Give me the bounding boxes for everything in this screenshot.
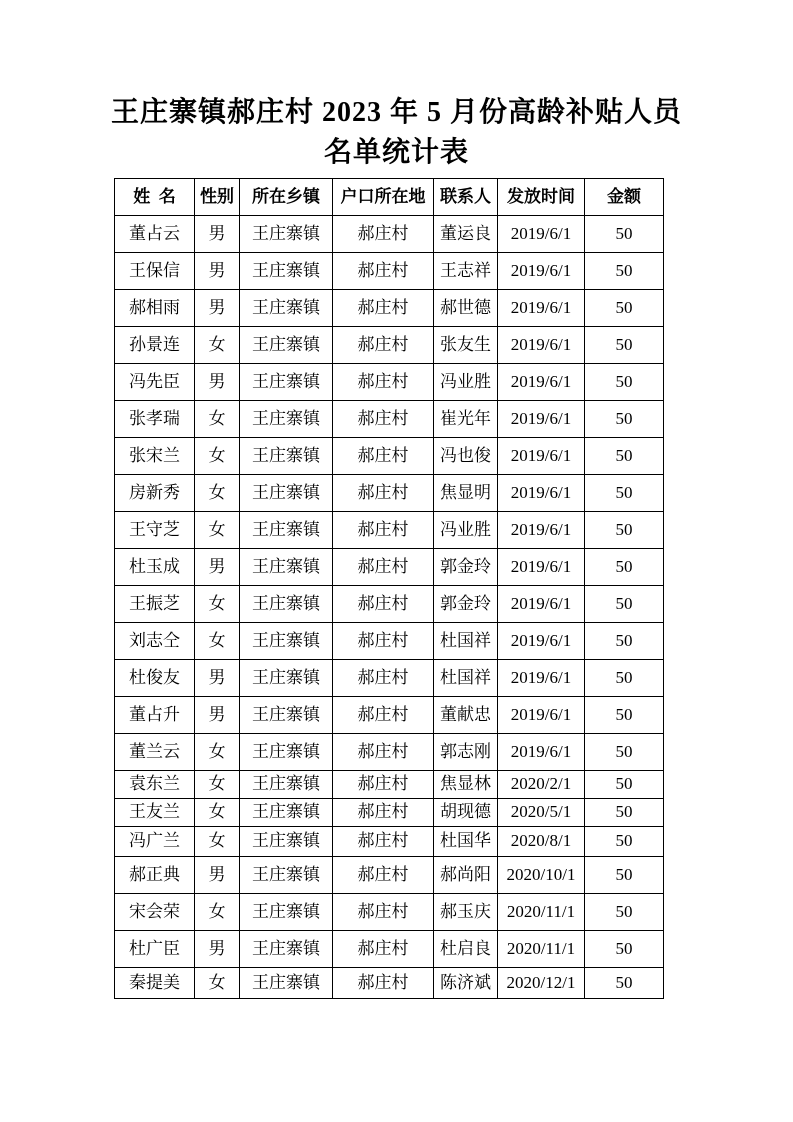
cell-issue-date: 2019/6/1 — [498, 364, 585, 401]
cell-gender: 女 — [195, 827, 240, 857]
header-issue-date: 发放时间 — [498, 179, 585, 216]
cell-township: 王庄寨镇 — [240, 401, 333, 438]
table-row — [115, 290, 664, 327]
cell-issue-date: 2020/5/1 — [498, 799, 585, 827]
cell-township: 王庄寨镇 — [240, 623, 333, 660]
cell-contact: 杜国祥 — [434, 660, 498, 697]
table-row — [115, 799, 664, 827]
cell-name: 王保信 — [115, 253, 195, 290]
table-row — [115, 364, 664, 401]
table-header-row — [115, 179, 664, 216]
cell-household: 郝庄村 — [333, 827, 434, 857]
table-row — [115, 512, 664, 549]
cell-township: 王庄寨镇 — [240, 771, 333, 799]
cell-gender: 男 — [195, 290, 240, 327]
cell-gender: 女 — [195, 734, 240, 771]
cell-household: 郝庄村 — [333, 660, 434, 697]
cell-name: 宋会荣 — [115, 894, 195, 931]
cell-household: 郝庄村 — [333, 894, 434, 931]
cell-household: 郝庄村 — [333, 623, 434, 660]
cell-amount: 50 — [585, 857, 664, 894]
cell-household: 郝庄村 — [333, 216, 434, 253]
cell-township: 王庄寨镇 — [240, 364, 333, 401]
cell-gender: 女 — [195, 512, 240, 549]
cell-household: 郝庄村 — [333, 586, 434, 623]
cell-amount: 50 — [585, 799, 664, 827]
cell-issue-date: 2020/12/1 — [498, 968, 585, 999]
cell-contact: 张友生 — [434, 327, 498, 364]
cell-gender: 男 — [195, 697, 240, 734]
cell-household: 郝庄村 — [333, 253, 434, 290]
cell-township: 王庄寨镇 — [240, 438, 333, 475]
cell-amount: 50 — [585, 364, 664, 401]
cell-township: 王庄寨镇 — [240, 660, 333, 697]
cell-contact: 冯业胜 — [434, 364, 498, 401]
cell-name: 冯先臣 — [115, 364, 195, 401]
cell-township: 王庄寨镇 — [240, 799, 333, 827]
cell-name: 王守芝 — [115, 512, 195, 549]
cell-issue-date: 2019/6/1 — [498, 512, 585, 549]
cell-household: 郝庄村 — [333, 771, 434, 799]
table-row — [115, 401, 664, 438]
cell-contact: 冯业胜 — [434, 512, 498, 549]
table-row — [115, 438, 664, 475]
cell-issue-date: 2020/11/1 — [498, 894, 585, 931]
cell-township: 王庄寨镇 — [240, 857, 333, 894]
subsidy-table — [114, 178, 664, 999]
cell-gender: 女 — [195, 771, 240, 799]
cell-gender: 女 — [195, 475, 240, 512]
cell-issue-date: 2020/10/1 — [498, 857, 585, 894]
table-row — [115, 549, 664, 586]
cell-contact: 杜国华 — [434, 827, 498, 857]
cell-township: 王庄寨镇 — [240, 968, 333, 999]
cell-household: 郝庄村 — [333, 968, 434, 999]
cell-contact: 陈济斌 — [434, 968, 498, 999]
cell-issue-date: 2019/6/1 — [498, 290, 585, 327]
cell-amount: 50 — [585, 734, 664, 771]
cell-issue-date: 2019/6/1 — [498, 734, 585, 771]
table-row — [115, 771, 664, 799]
table-row — [115, 327, 664, 364]
cell-issue-date: 2020/2/1 — [498, 771, 585, 799]
cell-amount: 50 — [585, 931, 664, 968]
cell-township: 王庄寨镇 — [240, 475, 333, 512]
cell-issue-date: 2019/6/1 — [498, 586, 585, 623]
cell-township: 王庄寨镇 — [240, 894, 333, 931]
cell-household: 郝庄村 — [333, 364, 434, 401]
cell-household: 郝庄村 — [333, 475, 434, 512]
cell-name: 刘志仝 — [115, 623, 195, 660]
cell-contact: 郝玉庆 — [434, 894, 498, 931]
cell-issue-date: 2019/6/1 — [498, 549, 585, 586]
table-row — [115, 623, 664, 660]
cell-amount: 50 — [585, 216, 664, 253]
table-row — [115, 253, 664, 290]
cell-gender: 男 — [195, 216, 240, 253]
cell-contact: 胡现德 — [434, 799, 498, 827]
cell-contact: 郭金玲 — [434, 586, 498, 623]
cell-name: 张宋兰 — [115, 438, 195, 475]
cell-amount: 50 — [585, 327, 664, 364]
cell-issue-date: 2019/6/1 — [498, 253, 585, 290]
cell-amount: 50 — [585, 968, 664, 999]
cell-township: 王庄寨镇 — [240, 827, 333, 857]
document-title-line1: 王庄寨镇郝庄村 2023 年 5 月份高龄补贴人员 — [110, 97, 682, 128]
cell-contact: 冯也俊 — [434, 438, 498, 475]
cell-township: 王庄寨镇 — [240, 290, 333, 327]
cell-name: 王友兰 — [115, 799, 195, 827]
cell-contact: 杜国祥 — [434, 623, 498, 660]
cell-township: 王庄寨镇 — [240, 327, 333, 364]
cell-issue-date: 2019/6/1 — [498, 475, 585, 512]
cell-gender: 女 — [195, 438, 240, 475]
cell-name: 杜玉成 — [115, 549, 195, 586]
cell-amount: 50 — [585, 894, 664, 931]
table-row — [115, 660, 664, 697]
cell-name: 袁东兰 — [115, 771, 195, 799]
cell-township: 王庄寨镇 — [240, 253, 333, 290]
cell-household: 郝庄村 — [333, 857, 434, 894]
table-row — [115, 827, 664, 857]
cell-amount: 50 — [585, 401, 664, 438]
cell-issue-date: 2019/6/1 — [498, 401, 585, 438]
cell-name: 董占云 — [115, 216, 195, 253]
cell-township: 王庄寨镇 — [240, 931, 333, 968]
cell-name: 董兰云 — [115, 734, 195, 771]
cell-gender: 男 — [195, 660, 240, 697]
cell-amount: 50 — [585, 290, 664, 327]
cell-contact: 焦显林 — [434, 771, 498, 799]
cell-amount: 50 — [585, 438, 664, 475]
document-title-line2: 名单统计表 — [323, 137, 469, 168]
cell-contact: 郭金玲 — [434, 549, 498, 586]
cell-name: 董占升 — [115, 697, 195, 734]
cell-amount: 50 — [585, 586, 664, 623]
cell-gender: 男 — [195, 549, 240, 586]
cell-township: 王庄寨镇 — [240, 734, 333, 771]
cell-gender: 男 — [195, 931, 240, 968]
cell-issue-date: 2019/6/1 — [498, 660, 585, 697]
table-row — [115, 894, 664, 931]
cell-contact: 焦显明 — [434, 475, 498, 512]
cell-issue-date: 2019/6/1 — [498, 216, 585, 253]
table-row — [115, 931, 664, 968]
cell-household: 郝庄村 — [333, 549, 434, 586]
cell-township: 王庄寨镇 — [240, 216, 333, 253]
cell-amount: 50 — [585, 475, 664, 512]
cell-gender: 男 — [195, 253, 240, 290]
cell-household: 郝庄村 — [333, 512, 434, 549]
cell-gender: 女 — [195, 401, 240, 438]
cell-gender: 女 — [195, 623, 240, 660]
cell-name: 王振芝 — [115, 586, 195, 623]
cell-household: 郝庄村 — [333, 327, 434, 364]
cell-gender: 女 — [195, 894, 240, 931]
cell-amount: 50 — [585, 623, 664, 660]
cell-name: 张孝瑞 — [115, 401, 195, 438]
header-township: 所在乡镇 — [240, 179, 333, 216]
cell-contact: 郝世德 — [434, 290, 498, 327]
cell-contact: 王志祥 — [434, 253, 498, 290]
cell-household: 郝庄村 — [333, 290, 434, 327]
table-row — [115, 697, 664, 734]
cell-issue-date: 2019/6/1 — [498, 697, 585, 734]
cell-household: 郝庄村 — [333, 401, 434, 438]
table-row — [115, 586, 664, 623]
cell-issue-date: 2019/6/1 — [498, 327, 585, 364]
cell-household: 郝庄村 — [333, 697, 434, 734]
header-name: 姓 名 — [115, 179, 195, 216]
cell-gender: 女 — [195, 799, 240, 827]
cell-contact: 郝尚阳 — [434, 857, 498, 894]
table-row — [115, 475, 664, 512]
table-row — [115, 216, 664, 253]
cell-amount: 50 — [585, 549, 664, 586]
cell-contact: 董运良 — [434, 216, 498, 253]
cell-issue-date: 2019/6/1 — [498, 438, 585, 475]
table-row — [115, 734, 664, 771]
cell-name: 郝相雨 — [115, 290, 195, 327]
cell-amount: 50 — [585, 253, 664, 290]
cell-contact: 董献忠 — [434, 697, 498, 734]
cell-issue-date: 2019/6/1 — [498, 623, 585, 660]
cell-household: 郝庄村 — [333, 931, 434, 968]
cell-name: 杜广臣 — [115, 931, 195, 968]
cell-contact: 杜启良 — [434, 931, 498, 968]
cell-name: 孙景连 — [115, 327, 195, 364]
cell-amount: 50 — [585, 827, 664, 857]
cell-name: 杜俊友 — [115, 660, 195, 697]
header-contact: 联系人 — [434, 179, 498, 216]
table-row — [115, 968, 664, 999]
cell-township: 王庄寨镇 — [240, 549, 333, 586]
cell-household: 郝庄村 — [333, 734, 434, 771]
cell-issue-date: 2020/11/1 — [498, 931, 585, 968]
cell-amount: 50 — [585, 697, 664, 734]
cell-name: 郝正典 — [115, 857, 195, 894]
document-title — [0, 0, 793, 173]
cell-gender: 女 — [195, 968, 240, 999]
header-amount: 金额 — [585, 179, 664, 216]
cell-name: 冯广兰 — [115, 827, 195, 857]
cell-name: 秦提美 — [115, 968, 195, 999]
cell-gender: 女 — [195, 327, 240, 364]
cell-township: 王庄寨镇 — [240, 586, 333, 623]
cell-name: 房新秀 — [115, 475, 195, 512]
cell-contact: 崔光年 — [434, 401, 498, 438]
table-row — [115, 857, 664, 894]
cell-contact: 郭志刚 — [434, 734, 498, 771]
cell-amount: 50 — [585, 512, 664, 549]
cell-household: 郝庄村 — [333, 438, 434, 475]
cell-amount: 50 — [585, 771, 664, 799]
cell-gender: 女 — [195, 586, 240, 623]
cell-gender: 男 — [195, 364, 240, 401]
cell-township: 王庄寨镇 — [240, 512, 333, 549]
cell-household: 郝庄村 — [333, 799, 434, 827]
cell-gender: 男 — [195, 857, 240, 894]
cell-amount: 50 — [585, 660, 664, 697]
header-gender: 性别 — [195, 179, 240, 216]
header-household: 户口所在地 — [333, 179, 434, 216]
cell-township: 王庄寨镇 — [240, 697, 333, 734]
cell-issue-date: 2020/8/1 — [498, 827, 585, 857]
